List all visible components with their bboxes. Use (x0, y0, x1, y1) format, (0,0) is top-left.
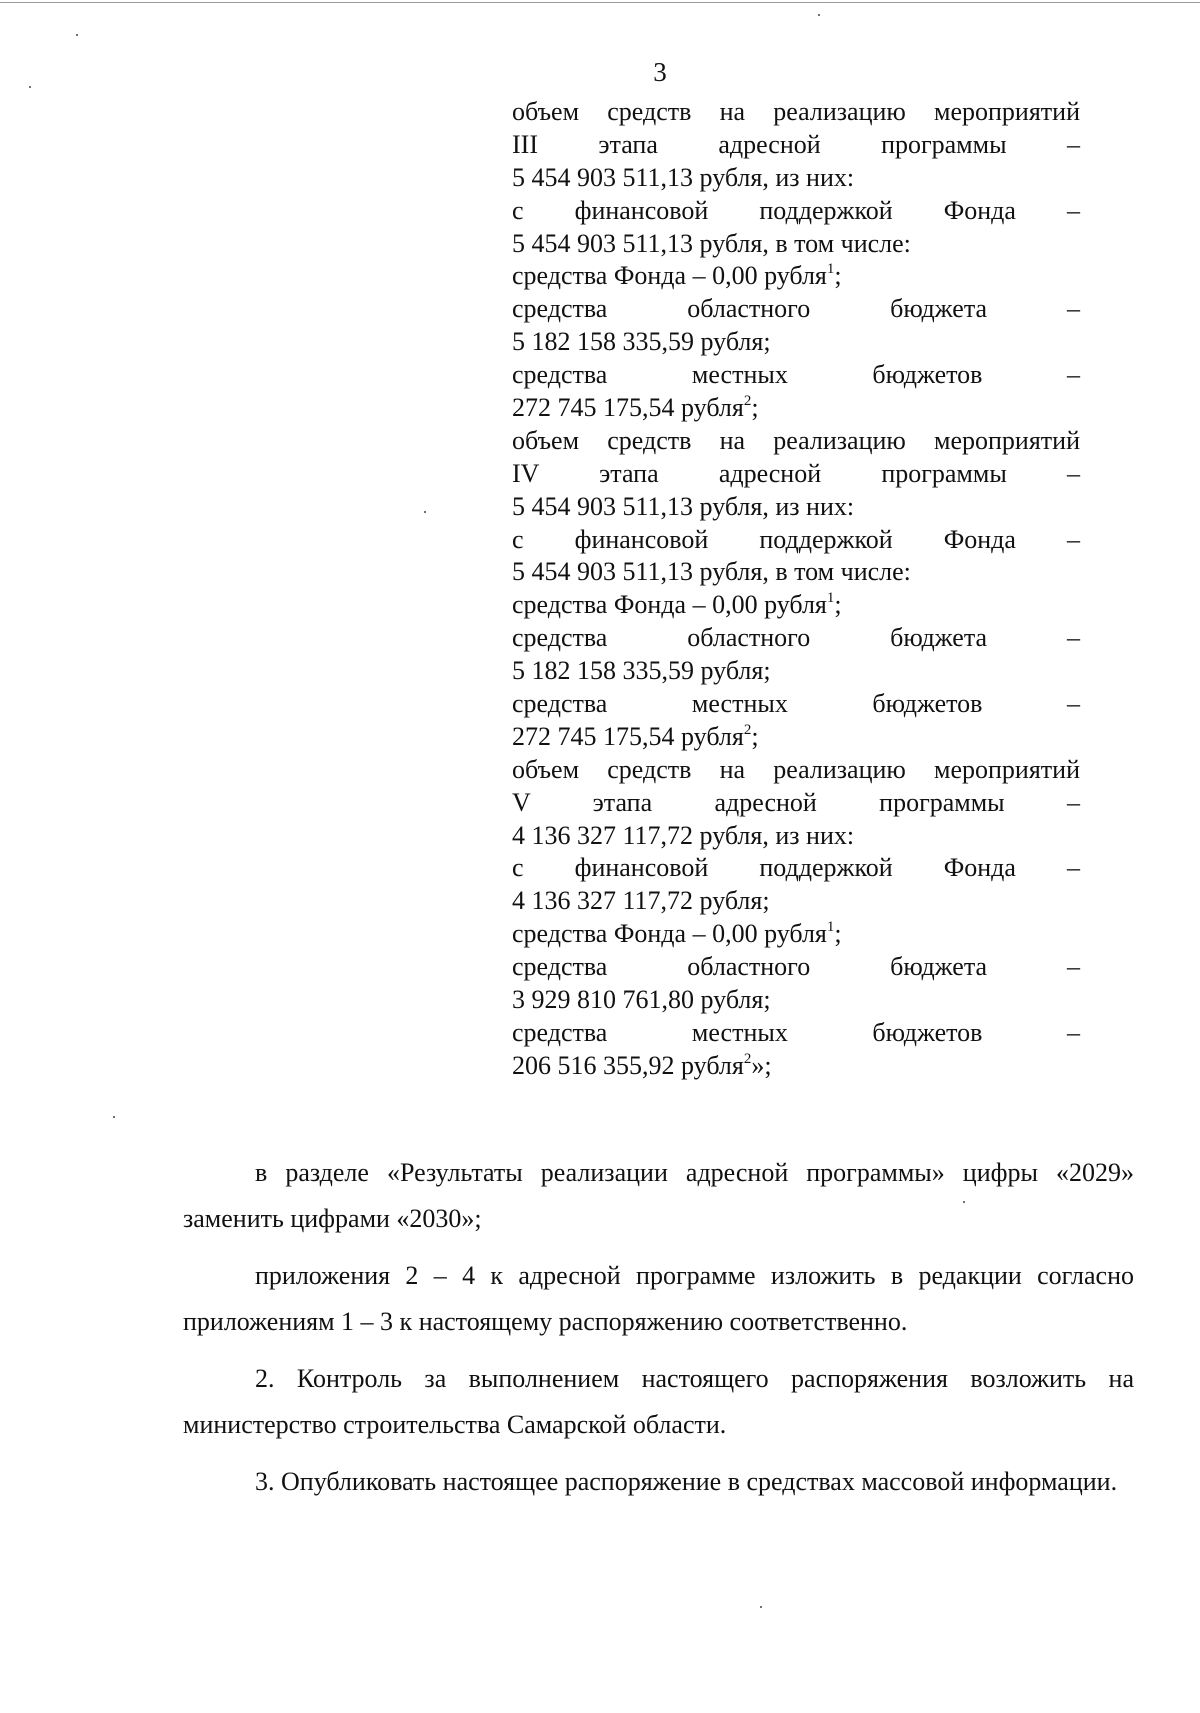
funding-line (512, 162, 1080, 195)
page-number: 3 (653, 57, 667, 87)
funding-line-text: средства Фонда – 0,00 рубля (512, 261, 827, 291)
funding-line (512, 951, 1080, 984)
funding-line-text: V этапа адресной программы – (512, 787, 1080, 817)
funding-line (512, 852, 1080, 885)
funding-line-punctuation: ; (751, 393, 759, 423)
funding-line-text: 5 454 903 511,13 рубля, из них: (512, 162, 855, 192)
scan-speck (760, 1606, 762, 1608)
funding-line-text: средства местных бюджетов – (512, 360, 1080, 390)
funding-line (512, 984, 1080, 1017)
funding-line-text: 5 182 158 335,59 рубля; (512, 656, 771, 686)
funding-line (512, 228, 1080, 261)
funding-line (512, 458, 1080, 491)
funding-line (512, 96, 1080, 129)
funding-line-text: с финансовой поддержкой Фонда – (512, 524, 1080, 554)
funding-line-text: 272 745 175,54 рубля (512, 721, 744, 751)
funding-line-text: 5 182 158 335,59 рубля; (512, 327, 771, 357)
scan-speck (76, 34, 78, 36)
footnote-marker: 2 (743, 1050, 752, 1067)
funding-line (512, 1017, 1080, 1050)
funding-line (512, 524, 1080, 557)
funding-line-text: 5 454 903 511,13 рубля, из них: (512, 491, 855, 521)
funding-line (512, 721, 1080, 754)
funding-line-text: 5 454 903 511,13 рубля, в том числе: (512, 557, 911, 587)
amendment-paragraphs (183, 1150, 1134, 1516)
scan-top-edge-line (0, 2, 1200, 3)
funding-line (512, 326, 1080, 359)
footnote-marker: 1 (826, 261, 835, 278)
funding-line-text: 4 136 327 117,72 рубля, из них: (512, 820, 855, 850)
paragraph-control-clause: 2. Контроль за выполнением настоящего распоряжения возложить на министерство строительства Самарской области. (183, 1364, 1134, 1439)
funding-line (512, 195, 1080, 228)
funding-line-text: 4 136 327 117,72 рубля; (512, 886, 770, 916)
scan-speck (424, 511, 426, 513)
funding-line-text: с финансовой поддержкой Фонда – (512, 853, 1080, 883)
funding-line (512, 260, 1080, 293)
funding-line (512, 787, 1080, 820)
funding-line-punctuation: ; (834, 919, 842, 949)
funding-line-text: средства местных бюджетов – (512, 1017, 1080, 1047)
funding-line (512, 622, 1080, 655)
funding-line (512, 491, 1080, 524)
scan-speck (963, 1201, 965, 1203)
funding-line-punctuation: ; (751, 721, 759, 751)
footnote-marker: 1 (826, 590, 835, 607)
paragraph-appendices: приложения 2 – 4 к адресной программе изложить в редакции согласно приложениям 1 – 3 к настоящему распоряжению соответственно. (183, 1261, 1134, 1336)
funding-line (512, 885, 1080, 918)
funding-line-punctuation: ; (834, 590, 842, 620)
funding-line (512, 129, 1080, 162)
funding-line-text: средства Фонда – 0,00 рубля (512, 919, 827, 949)
funding-line-text: объем средств на реализацию мероприятий (512, 425, 1080, 455)
funding-line-text: 3 929 810 761,80 рубля; (512, 985, 771, 1015)
scan-speck (818, 14, 820, 16)
funding-line-text: средства областного бюджета – (512, 623, 1080, 653)
funding-line-text: средства областного бюджета – (512, 952, 1080, 982)
funding-line-text: 206 516 355,92 рубля (512, 1050, 744, 1080)
funding-line-text: IV этапа адресной программы – (512, 458, 1080, 488)
scan-speck (113, 1116, 115, 1118)
funding-line-text: 5 454 903 511,13 рубля, в том числе: (512, 228, 911, 258)
funding-line (512, 589, 1080, 622)
funding-line-text: средства Фонда – 0,00 рубля (512, 590, 827, 620)
funding-line (512, 556, 1080, 589)
funding-line (512, 1050, 1080, 1083)
funding-line-text: III этапа адресной программы – (512, 129, 1080, 159)
footnote-marker: 2 (743, 721, 752, 738)
scan-speck (29, 86, 31, 88)
paragraph-publication-clause: 3. Опубликовать настоящее распоряжение в средствах массовой информации. (255, 1467, 1118, 1496)
funding-line-text: средства местных бюджетов – (512, 689, 1080, 719)
funding-line-text: объем средств на реализацию мероприятий (512, 754, 1080, 784)
funding-line (512, 820, 1080, 853)
funding-line (512, 293, 1080, 326)
funding-line (512, 392, 1080, 425)
funding-line (512, 425, 1080, 458)
funding-line (512, 688, 1080, 721)
funding-line-punctuation: ; (834, 261, 842, 291)
funding-line-text: средства областного бюджета – (512, 294, 1080, 324)
funding-line (512, 918, 1080, 951)
footnote-marker: 1 (826, 919, 835, 936)
funding-volume-column (512, 96, 1080, 1083)
funding-line (512, 359, 1080, 392)
funding-line (512, 754, 1080, 787)
funding-line-text: объем средств на реализацию мероприятий (512, 97, 1080, 126)
funding-line-punctuation: »; (751, 1050, 772, 1080)
funding-line-text: 272 745 175,54 рубля (512, 393, 744, 423)
funding-line-text: с финансовой поддержкой Фонда – (512, 195, 1080, 225)
paragraph-results-section: в разделе «Результаты реализации адресной программы» цифры «2029» заменить цифрами «2030»; (183, 1158, 1134, 1233)
footnote-marker: 2 (743, 393, 752, 410)
funding-line (512, 655, 1080, 688)
